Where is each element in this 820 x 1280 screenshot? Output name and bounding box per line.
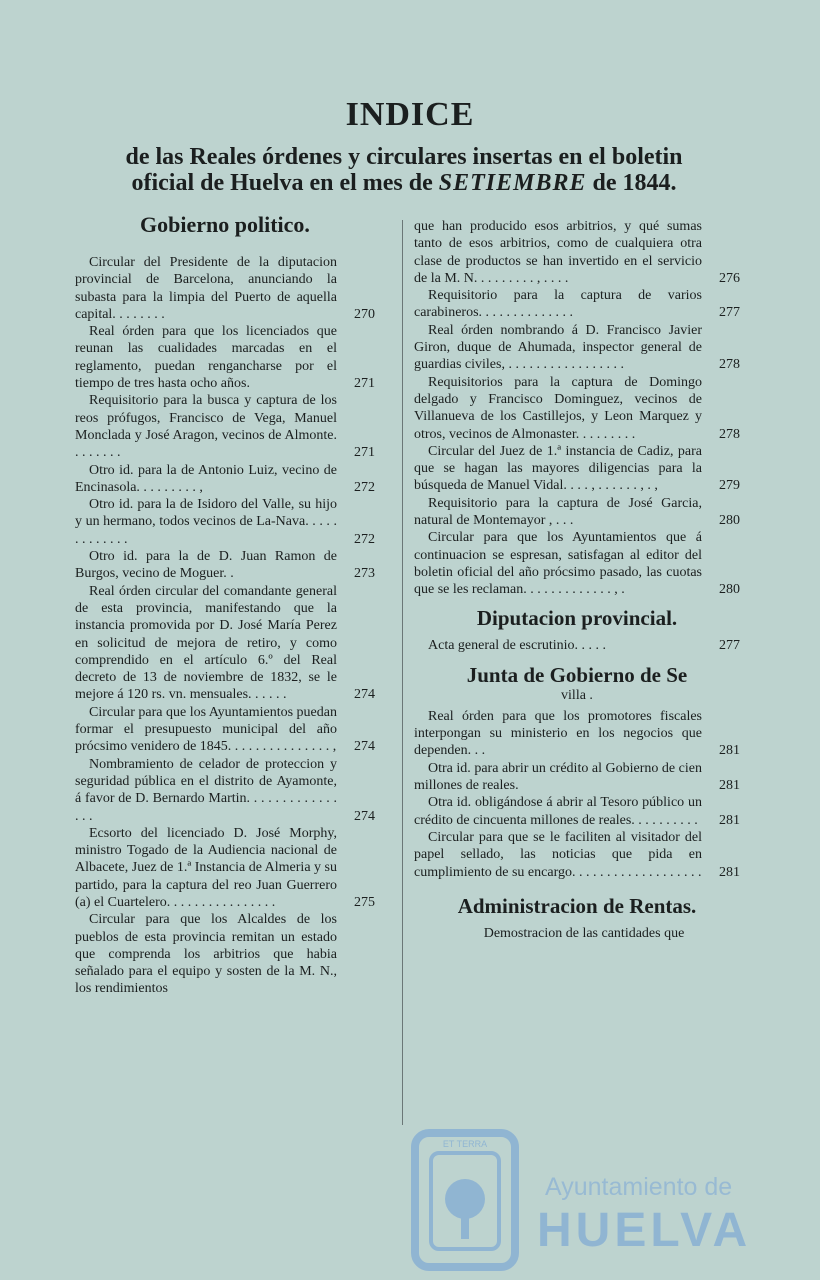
entry-text: Otra id. para abrir un crédito al Gobierno de cien millones de reales. [414, 760, 702, 794]
index-entry [414, 925, 740, 942]
entry-text: que han producido esos arbitrios, y qué sumas tanto de esos arbitrios, como de cualquiera otra clase de productos se han invertido en el servicio de la M. N. . . . . . . . . , . . . . [414, 219, 702, 286]
entry-page: 280 [719, 582, 740, 598]
section-title-diputacion: Diputacion provincial. [476, 605, 678, 630]
document-title: INDICE [345, 96, 475, 133]
index-entry [75, 462, 375, 497]
entry-page: 277 [719, 637, 740, 653]
entry-page: 272 [354, 531, 375, 547]
left-column [75, 210, 375, 998]
entry-page: 274 [354, 687, 375, 703]
subtitle-line-2-post: de 1844. [592, 170, 677, 196]
entry-text: Circular para que se le faciliten al visitador del papel sellado, las noticias que pida en cumplimiento de su encargo. . . . . . . . . . . . . . . . . . . [414, 829, 702, 880]
entry-text: Otro id. para la de Antonio Luiz, vecino de Encinasola. . . . . . . . . , [75, 462, 337, 495]
section-title-junta [414, 662, 740, 704]
index-entry [414, 374, 740, 443]
index-entry [75, 756, 375, 825]
entry-page: 280 [719, 513, 740, 529]
entry-page: 281 [719, 864, 740, 880]
index-entry [75, 583, 375, 704]
index-entry [75, 704, 375, 756]
index-entry [75, 254, 375, 323]
subtitle-month: SETIEMBRE [438, 170, 587, 196]
entry-text: Requisitorios para la captura de Domingo delgado y Francisco Dominguez, vecinos de Villanueva de los Castillejos, y Leon Marquez y otros, vecinos de Almonaster. . . . . . . . . [414, 374, 702, 442]
entry-page: 274 [354, 808, 375, 824]
entry-text: Circular para que los Ayuntamientos puedan formar el presupuesto municipal del año prócsimo venidero de 1845. . . . . . . . . . . . . . . , [75, 704, 337, 755]
section-title-administracion: Administracion de Rentas. [457, 893, 697, 918]
entry-text: Demostracion de las cantidades que [483, 925, 685, 941]
index-entry [75, 323, 375, 392]
subtitle-line-2-pre: oficial de Huelva en el mes de [131, 170, 433, 196]
column-divider [402, 220, 403, 1125]
entry-text: Requisitorio para la captura de varios carabineros. . . . . . . . . . . . . . [414, 288, 702, 321]
entry-text: Circular para que los Alcaldes de los pueblos de esta provincia remitan un estado que comprenda los arbitrios que habia señalado para el equipo y sosten de la M. N., los rendimientos [75, 912, 337, 997]
entry-page: 278 [719, 426, 740, 442]
watermark-line-2: HUELVA [537, 1204, 752, 1257]
entry-page: 270 [354, 306, 375, 322]
entry-text: Ecsorto del licenciado D. José Morphy, ministro Togado de la Audiencia nacional de Albacete, Juez de 1.ª Instancia de Almeria y su partido, para la captura del reo Juan Guerrero (a) el Cuartelero. . . . . . . . . . . . . . . . [75, 825, 337, 910]
entry-page: 279 [719, 478, 740, 494]
seal-icon [405, 1125, 525, 1275]
entry-text: Circular del Presidente de la diputacion provincial de Barcelona, anunciando la subasta para la limpia del Puerto de aquella capital. . . . . . . . [75, 255, 337, 322]
entry-text: Real órden circular del comandante general de esta provincia, manifestando que la instancia promovida por D. José María Perez en solicitud de mejora de retiro, y como comprendido en el artículo 6.º del Real decreto de 13 de noviembre de 1832, se le mejore á 120 rs. vn. mensuales. . . . . . [75, 583, 337, 703]
right-column [414, 218, 740, 942]
entry-text: Requisitorio para la captura de José Garcia, natural de Montemayor , . . . [414, 495, 702, 529]
entry-page: 276 [719, 270, 740, 286]
section-title-gobierno: Gobierno politico. [140, 212, 310, 237]
watermark [405, 1125, 752, 1275]
watermark-line-1: Ayuntamiento de [545, 1173, 733, 1201]
index-entry [75, 496, 375, 548]
entry-text: Real órden para que los licenciados que reunan las cualidades marcadas en el reglamento, puedan rengancharse por el tiempo de tres hasta ocho años. [75, 324, 337, 392]
seal-text: ET TERRA [442, 1139, 488, 1149]
entry-text: Circular para que los Ayuntamientos que á continuacion se espresan, satisfagan al editor del boletin oficial del año prócsimo pasado, las cuotas que se les reclaman. . . . . . . . . . . . . , . [414, 530, 702, 598]
index-entry [414, 637, 740, 654]
entry-text: Circular del Juez de 1.ª instancia de Cadiz, para que se hagan las mayores diligencias para la búsqueda de Manuel Vidal. . . . , . . . . . . , . , [414, 443, 702, 494]
entry-page: 273 [354, 566, 375, 582]
entry-text: Real órden nombrando á D. Francisco Javier Giron, duque de Ahumada, inspector general de guardias civiles, . . . . . . . . . . . . . . . . . [414, 322, 702, 373]
index-entry [414, 708, 740, 760]
entry-page: 271 [354, 445, 375, 461]
entry-page: 275 [354, 894, 375, 910]
index-entry [414, 529, 740, 598]
subtitle-line-1: de las Reales órdenes y circulares insertas en el boletin [125, 144, 683, 170]
entry-page: 281 [719, 778, 740, 794]
entry-text: Otra id. obligándose á abrir al Tesoro público un crédito de cincuenta millones de reales. . . . . . . . . . [414, 795, 702, 828]
index-entry [414, 287, 740, 322]
index-entry [75, 548, 375, 583]
entry-text: Requisitorio para la busca y captura de los reos prófugos, Francisco de Vega, Manuel Monclada y José Aragon, vecinos de Almonte. . . . . . . . [75, 393, 337, 461]
entry-page: 278 [719, 357, 740, 373]
entry-text: Nombramiento de celador de proteccion y seguridad pública en el distrito de Ayamonte, á favor de D. Bernardo Martin. . . . . . . . . . . . . . . . [75, 756, 337, 824]
entry-page: 274 [354, 739, 375, 755]
section-title-junta-text: Junta de Gobierno de Se [466, 662, 688, 687]
entry-page: 281 [719, 743, 740, 759]
entry-text: Otro id. para la de D. Juan Ramon de Burgos, vecino de Moguer. . [75, 549, 337, 582]
index-entry [414, 760, 740, 795]
entry-page: 272 [354, 479, 375, 495]
index-entry [414, 443, 740, 495]
index-entry [75, 911, 375, 997]
entry-text: Otro id. para la de Isidoro del Valle, su hijo y un hermano, todos vecinos de La-Nava. . . . . . . . . . . . . [75, 497, 337, 547]
index-entry-continuation [414, 218, 740, 287]
entry-text: Acta general de escrutinio. . . . . [428, 637, 607, 653]
entry-page: 281 [719, 812, 740, 828]
index-entry [414, 495, 740, 530]
index-entry [75, 392, 375, 461]
entry-text: Real órden para que los promotores fiscales interpongan su ministerio en los negocios que dependen. . . [414, 708, 702, 759]
entry-page: 277 [719, 305, 740, 321]
index-entry [75, 825, 375, 911]
index-entry [414, 794, 740, 829]
index-entry [414, 829, 740, 881]
document-subtitle [70, 144, 738, 196]
entry-page: 271 [354, 376, 375, 392]
section-title-junta-cont: villa . [561, 687, 593, 703]
index-entry [414, 322, 740, 374]
